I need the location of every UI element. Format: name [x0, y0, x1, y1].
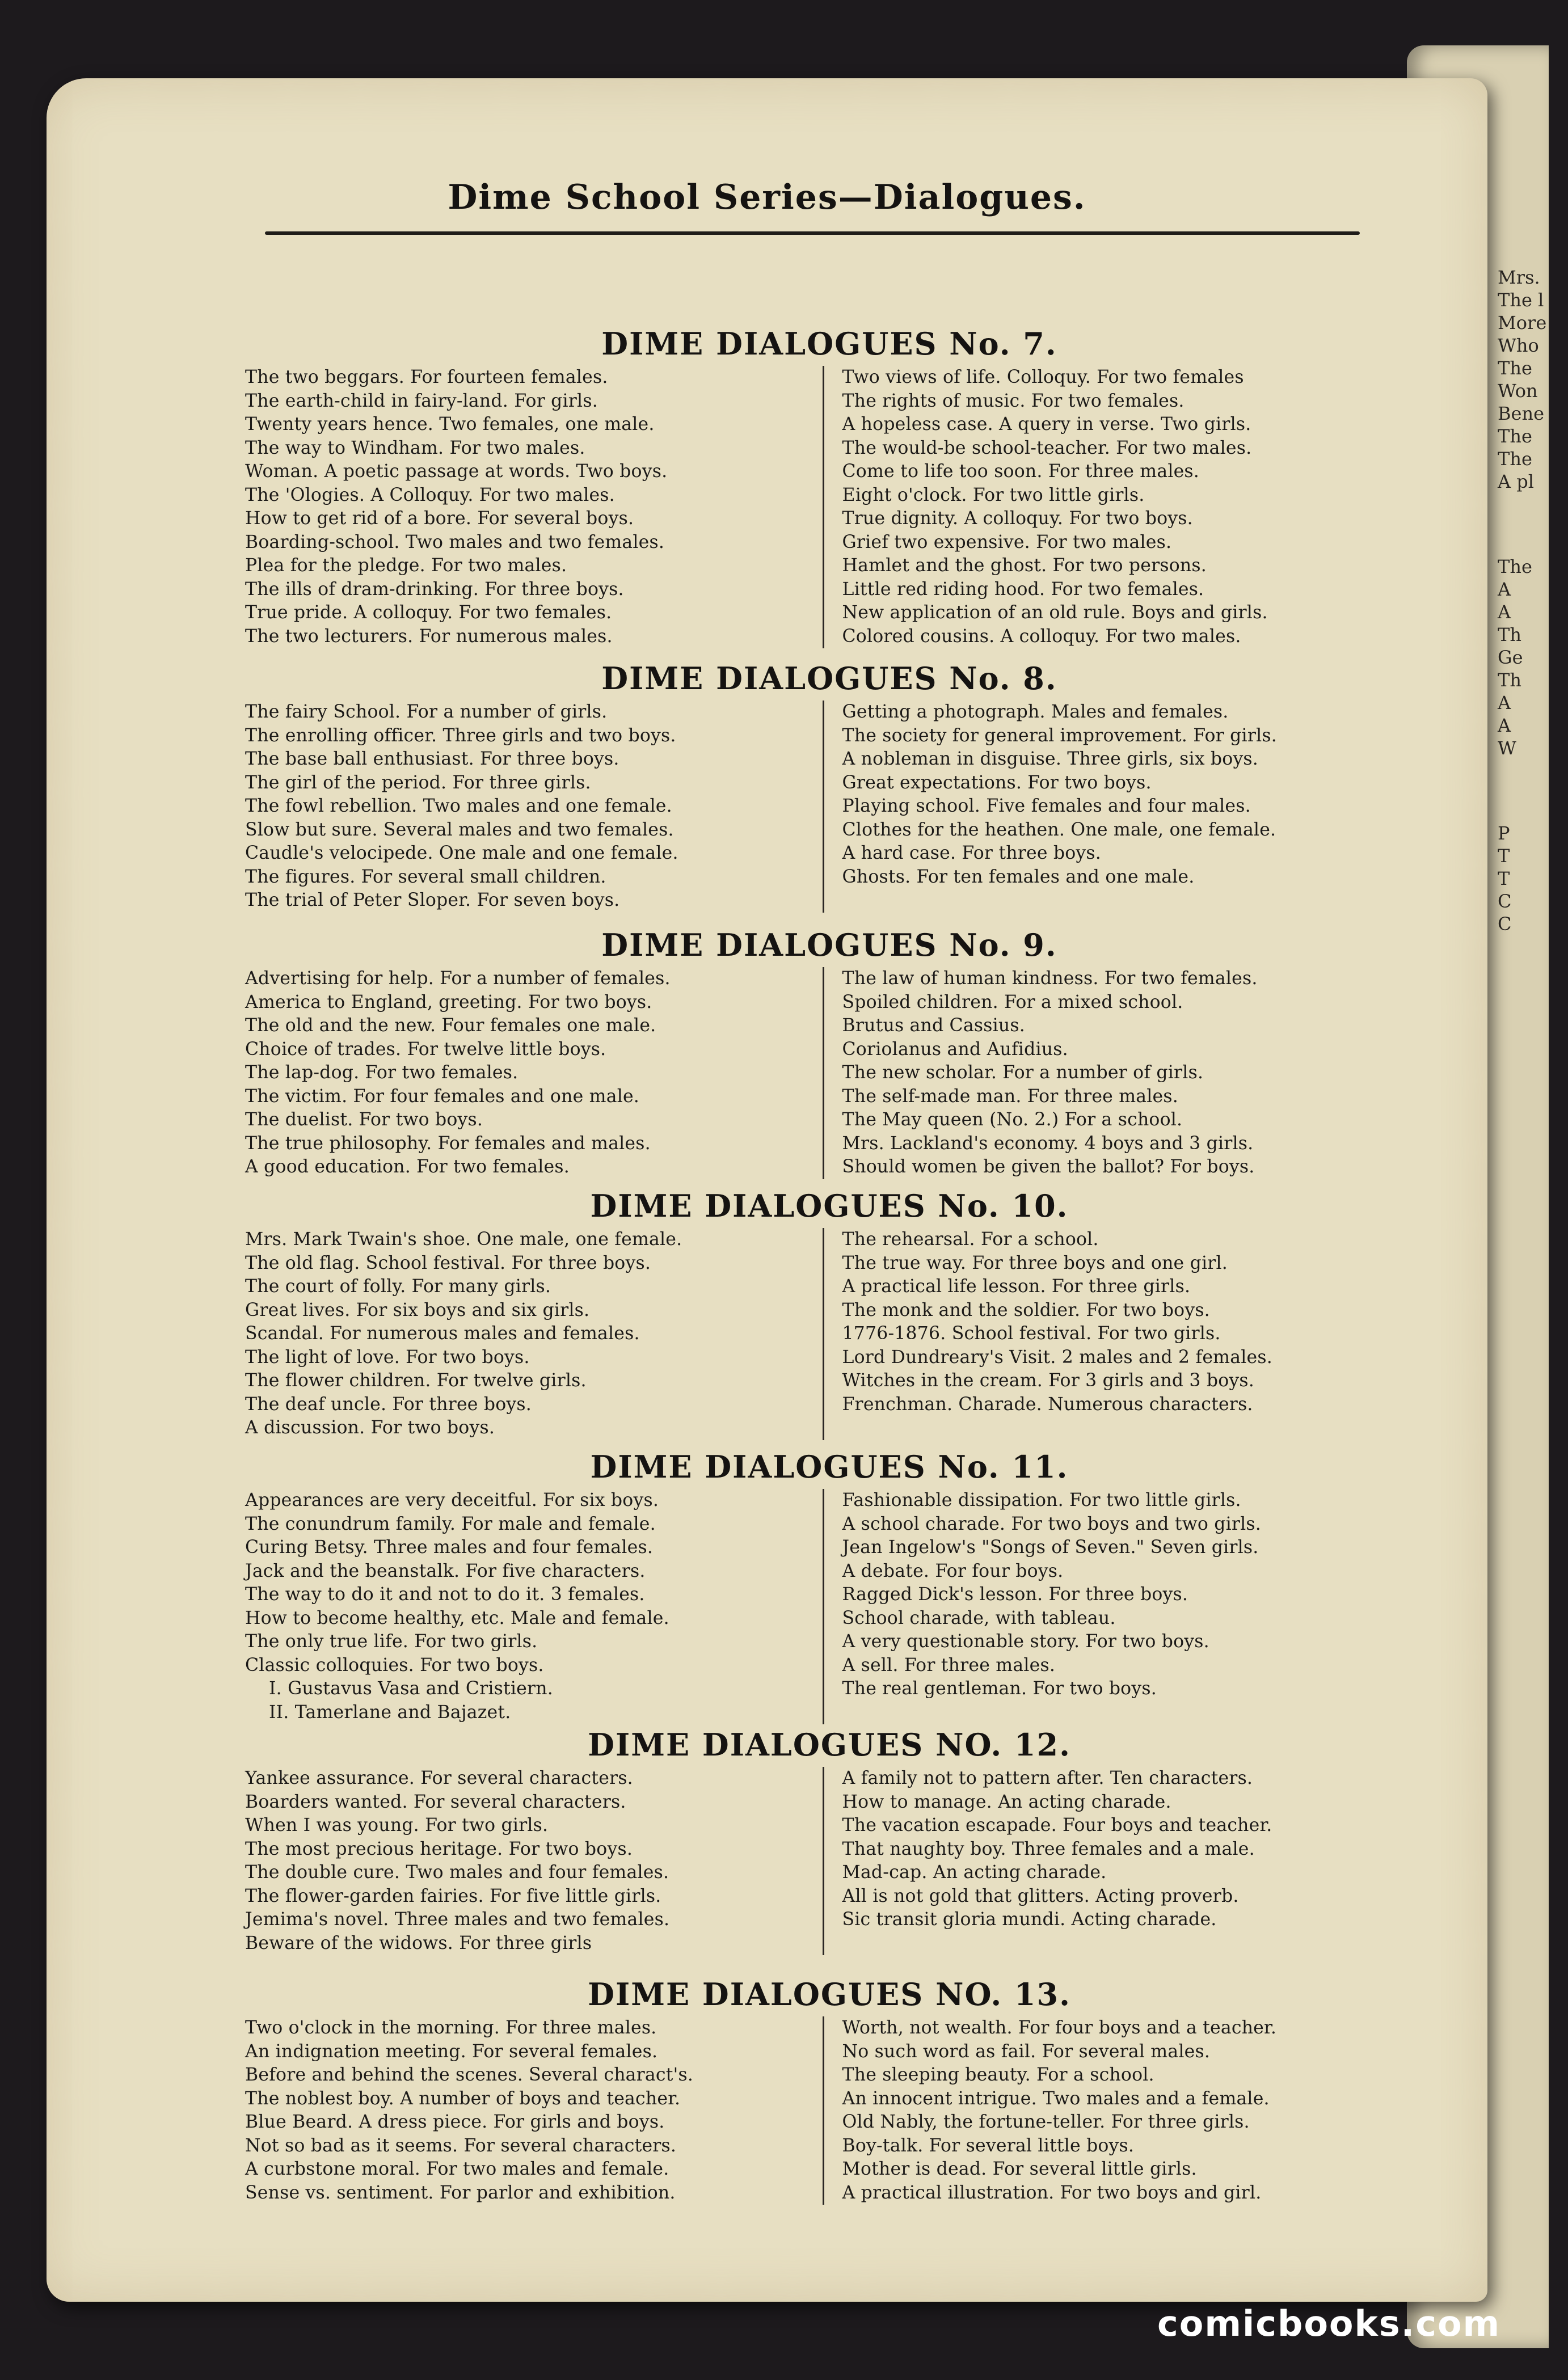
left-column: [245, 1489, 823, 1724]
dialogue-entry: New application of an old rule. Boys and girls.: [842, 602, 1268, 623]
dialogue-entry: Sic transit gloria mundi. Acting charade.: [842, 1909, 1217, 1930]
dialogue-entry: The deaf uncle. For three boys.: [245, 1394, 532, 1415]
dialogue-section: [245, 926, 1414, 1179]
dialogue-entry: Beware of the widows. For three girls: [245, 1932, 592, 1953]
dialogue-entry: Two o'clock in the morning. For three males.: [245, 2018, 657, 2038]
dialogue-entry: Ghosts. For ten females and one male.: [842, 866, 1195, 887]
right-column: [823, 1228, 1414, 1440]
dialogue-entry: Witches in the cream. For 3 girls and 3 boys.: [842, 1370, 1254, 1391]
dialogue-entry: The real gentleman. For two boys.: [842, 1678, 1157, 1699]
section-columns: [245, 1489, 1414, 1724]
dialogue-entry: Brutus and Cassius.: [842, 1015, 1025, 1036]
dialogue-entry: Yankee assurance. For several characters.: [245, 1768, 633, 1788]
dialogue-entry: A hard case. For three boys.: [842, 843, 1101, 863]
adjacent-page-text: Bene: [1498, 403, 1544, 424]
adjacent-page-text: P: [1498, 822, 1510, 844]
adjacent-page-text: T: [1498, 845, 1510, 867]
section-columns: [245, 2016, 1414, 2205]
adjacent-page-text: Who: [1498, 335, 1539, 356]
dialogue-entry: Woman. A poetic passage at words. Two boys.: [245, 461, 668, 482]
dialogue-entry: The true way. For three boys and one girl.: [842, 1252, 1228, 1273]
right-column: [823, 2016, 1414, 2205]
dialogue-entry: Ragged Dick's lesson. For three boys.: [842, 1584, 1188, 1605]
left-column: [245, 967, 823, 1179]
dialogue-entry: When I was young. For two girls.: [245, 1815, 549, 1835]
dialogue-entry: How to manage. An acting charade.: [842, 1791, 1171, 1812]
section-title: DIME DIALOGUES No. 8.: [601, 660, 1057, 697]
dialogue-entry: The new scholar. For a number of girls.: [842, 1062, 1204, 1083]
adjacent-page-text: The: [1498, 556, 1532, 577]
dialogue-entry: Advertising for help. For a number of females.: [245, 968, 671, 989]
adjacent-page-text: Won: [1498, 380, 1538, 402]
dialogue-entry: The ills of dram-drinking. For three boys.: [245, 579, 624, 600]
dialogue-entry: Mad-cap. An acting charade.: [842, 1862, 1107, 1883]
dialogue-entry: A discussion. For two boys.: [245, 1417, 495, 1438]
adjacent-page-text: The: [1498, 357, 1532, 379]
dialogue-entry: Frenchman. Charade. Numerous characters.: [842, 1394, 1253, 1415]
dialogue-entry: School charade, with tableau.: [842, 1607, 1116, 1628]
left-column: [245, 1228, 823, 1440]
dialogue-entry: The figures. For several small children.: [245, 866, 606, 887]
dialogue-entry: The flower children. For twelve girls.: [245, 1370, 587, 1391]
dialogue-entry: The duelist. For two boys.: [245, 1109, 483, 1130]
dialogue-entry: The lap-dog. For two females.: [245, 1062, 519, 1083]
section-title: DIME DIALOGUES NO. 12.: [588, 1727, 1071, 1763]
dialogue-entry: The law of human kindness. For two females.: [842, 968, 1258, 989]
dialogue-entry: Grief two expensive. For two males.: [842, 531, 1172, 552]
dialogue-entry: The victim. For four females and one male.: [245, 1086, 640, 1107]
dialogue-entry: The old flag. School festival. For three boys.: [245, 1252, 651, 1273]
dialogue-section: [245, 1187, 1414, 1440]
dialogue-entry: The way to do it and not to do it. 3 females.: [245, 1584, 645, 1605]
dialogue-entry: Should women be given the ballot? For boys.: [842, 1157, 1255, 1177]
right-column: [823, 366, 1414, 648]
adjacent-page-text: A: [1498, 715, 1511, 736]
dialogue-entry: Clothes for the heathen. One male, one female.: [842, 819, 1276, 840]
dialogue-entry: Playing school. Five females and four males.: [842, 796, 1251, 816]
dialogue-entry: Hamlet and the ghost. For two persons.: [842, 555, 1207, 576]
dialogue-entry: The light of love. For two boys.: [245, 1347, 530, 1368]
adjacent-page-text: Ge: [1498, 647, 1523, 668]
dialogue-entry: The two lecturers. For numerous males.: [245, 626, 613, 647]
dialogue-entry: Plea for the pledge. For two males.: [245, 555, 567, 576]
dialogue-entry: An indignation meeting. For several females.: [245, 2041, 658, 2062]
adjacent-page-text: The: [1498, 425, 1532, 447]
dialogue-entry: A sell. For three males.: [842, 1655, 1056, 1676]
dialogue-entry: Boarding-school. Two males and two females.: [245, 531, 665, 552]
dialogue-section: [245, 325, 1414, 648]
dialogue-entry: True pride. A colloquy. For two females.: [245, 602, 612, 623]
dialogue-entry: The rights of music. For two females.: [842, 390, 1185, 411]
adjacent-page-text: C: [1498, 891, 1512, 912]
adjacent-page-text: The: [1498, 448, 1532, 470]
dialogue-entry: Mother is dead. For several little girls.: [842, 2159, 1197, 2179]
dialogue-entry: A school charade. For two boys and two girls.: [842, 1513, 1262, 1534]
dialogue-section: [245, 1976, 1414, 2205]
dialogue-entry: All is not gold that glitters. Acting proverb.: [842, 1885, 1239, 1906]
dialogue-entry: The two beggars. For fourteen females.: [245, 367, 608, 387]
dialogue-entry: Lord Dundreary's Visit. 2 males and 2 females.: [842, 1347, 1272, 1368]
dialogue-entry: The 'Ologies. A Colloquy. For two males.: [245, 484, 615, 505]
left-column: [245, 1767, 823, 1955]
dialogue-entry: Before and behind the scenes. Several charact's.: [245, 2065, 694, 2085]
adjacent-page-text: A: [1498, 692, 1511, 714]
dialogue-entry: Sense vs. sentiment. For parlor and exhibition.: [245, 2182, 676, 2203]
dialogue-entry: Great expectations. For two boys.: [842, 772, 1152, 793]
dialogue-entry: Blue Beard. A dress piece. For girls and boys.: [245, 2112, 665, 2132]
dialogue-entry: Great lives. For six boys and six girls.: [245, 1299, 590, 1320]
left-column: [245, 701, 823, 913]
adjacent-page-text: C: [1498, 913, 1512, 935]
dialogue-entry: The self-made man. For three males.: [842, 1086, 1178, 1107]
section-title: DIME DIALOGUES No. 10.: [590, 1188, 1069, 1224]
dialogue-entry: The girl of the period. For three girls.: [245, 772, 591, 793]
dialogue-entry: The only true life. For two girls.: [245, 1631, 538, 1652]
dialogue-entry: True dignity. A colloquy. For two boys.: [842, 508, 1193, 529]
dialogue-entry: The way to Windham. For two males.: [245, 437, 585, 458]
dialogue-entry: Mrs. Lackland's economy. 4 boys and 3 girls.: [842, 1133, 1254, 1154]
dialogue-entry: Coriolanus and Aufidius.: [842, 1039, 1068, 1060]
dialogue-entry: No such word as fail. For several males.: [842, 2041, 1211, 2062]
dialogue-entry: The fowl rebellion. Two males and one female.: [245, 796, 672, 816]
dialogue-entry: Caudle's velocipede. One male and one female.: [245, 843, 678, 863]
adjacent-page-text: Mrs.: [1498, 267, 1540, 288]
right-column: [823, 1767, 1414, 1955]
dialogue-entry: The enrolling officer. Three girls and two boys.: [245, 725, 676, 746]
section-title: DIME DIALOGUES No. 7.: [601, 326, 1057, 362]
catalog-page: [47, 78, 1487, 2302]
adjacent-page-text: The l: [1498, 289, 1544, 311]
dialogue-entry: Boarders wanted. For several characters.: [245, 1791, 626, 1812]
dialogue-entry: Jack and the beanstalk. For five characters.: [245, 1560, 646, 1581]
dialogue-section: [245, 1726, 1414, 1955]
dialogue-entry: A practical illustration. For two boys and girl.: [842, 2182, 1262, 2203]
right-column: [823, 967, 1414, 1179]
dialogue-entry: The conundrum family. For male and female.: [245, 1513, 656, 1534]
dialogue-entry: The true philosophy. For females and males.: [245, 1133, 651, 1154]
dialogue-entry: The flower-garden fairies. For five little girls.: [245, 1885, 661, 1906]
dialogue-entry: Spoiled children. For a mixed school.: [842, 991, 1183, 1012]
dialogue-entry: The fairy School. For a number of girls.: [245, 702, 608, 722]
dialogue-entry: Twenty years hence. Two females, one male.: [245, 414, 655, 434]
dialogue-entry: The trial of Peter Sloper. For seven boys.: [245, 890, 620, 910]
dialogue-entry: 1776-1876. School festival. For two girls.: [842, 1323, 1221, 1344]
dialogue-entry: Choice of trades. For twelve little boys.: [245, 1039, 606, 1060]
dialogue-entry: The base ball enthusiast. For three boys.: [245, 749, 619, 769]
site-watermark: comicbooks.com: [1157, 2303, 1501, 2344]
dialogue-entry: I. Gustavus Vasa and Cristiern.: [269, 1678, 553, 1699]
dialogue-entry: The society for general improvement. For girls.: [842, 725, 1277, 746]
dialogue-entry: A very questionable story. For two boys.: [842, 1631, 1209, 1652]
right-column: [823, 701, 1414, 913]
adjacent-page-text: Th: [1498, 624, 1521, 645]
adjacent-page-text: Th: [1498, 669, 1521, 691]
dialogue-section: [245, 1448, 1414, 1724]
section-columns: [245, 1228, 1414, 1440]
adjacent-page-text: A: [1498, 579, 1511, 600]
dialogue-entry: Getting a photograph. Males and females.: [842, 702, 1229, 722]
dialogue-entry: Curing Betsy. Three males and four females.: [245, 1537, 654, 1558]
dialogue-entry: A curbstone moral. For two males and female.: [245, 2159, 669, 2179]
dialogue-entry: The monk and the soldier. For two boys.: [842, 1299, 1210, 1320]
section-title: DIME DIALOGUES No. 11.: [590, 1449, 1069, 1485]
right-column: [823, 1489, 1414, 1724]
dialogue-entry: America to England, greeting. For two boys.: [245, 991, 652, 1012]
dialogue-entry: Jean Ingelow's "Songs of Seven." Seven girls.: [842, 1537, 1259, 1558]
dialogue-entry: II. Tamerlane and Bajazet.: [269, 1702, 511, 1723]
adjacent-page-text: A: [1498, 601, 1511, 623]
dialogue-entry: Classic colloquies. For two boys.: [245, 1655, 544, 1676]
dialogue-entry: Jemima's novel. Three males and two females.: [245, 1909, 670, 1930]
dialogue-entry: The would-be school-teacher. For two males.: [842, 437, 1252, 458]
dialogue-entry: Mrs. Mark Twain's shoe. One male, one female.: [245, 1229, 682, 1250]
section-columns: [245, 967, 1414, 1179]
section-columns: [245, 1767, 1414, 1955]
dialogue-entry: The May queen (No. 2.) For a school.: [842, 1109, 1183, 1130]
dialogue-entry: The noblest boy. A number of boys and teacher.: [245, 2088, 681, 2109]
dialogue-entry: Colored cousins. A colloquy. For two males.: [842, 626, 1241, 647]
dialogue-entry: Fashionable dissipation. For two little girls.: [842, 1490, 1241, 1510]
dialogue-section: [245, 660, 1414, 913]
left-column: [245, 2016, 823, 2205]
dialogue-entry: The rehearsal. For a school.: [842, 1229, 1099, 1250]
dialogue-entry: The court of folly. For many girls.: [245, 1276, 551, 1297]
dialogue-entry: An innocent intrigue. Two males and a female.: [842, 2088, 1270, 2109]
dialogue-entry: Appearances are very deceitful. For six boys.: [245, 1490, 659, 1510]
section-title: DIME DIALOGUES No. 9.: [601, 927, 1057, 963]
dialogue-entry: How to get rid of a bore. For several boys.: [245, 508, 634, 529]
dialogue-entry: That naughty boy. Three females and a male.: [842, 1838, 1255, 1859]
dialogue-entry: Come to life too soon. For three males.: [842, 461, 1200, 482]
dialogue-entry: How to become healthy, etc. Male and female.: [245, 1607, 669, 1628]
dialogue-entry: Two views of life. Colloquy. For two females: [842, 367, 1244, 387]
header-rule: [265, 231, 1360, 235]
dialogue-entry: A hopeless case. A query in verse. Two girls.: [842, 414, 1251, 434]
dialogue-entry: Not so bad as it seems. For several characters.: [245, 2135, 677, 2156]
dialogue-entry: A practical life lesson. For three girls.: [842, 1276, 1191, 1297]
dialogue-entry: Little red riding hood. For two females.: [842, 579, 1204, 600]
dialogue-entry: Worth, not wealth. For four boys and a teacher.: [842, 2018, 1277, 2038]
left-column: [245, 366, 823, 648]
adjacent-page-text: W: [1498, 737, 1516, 759]
dialogue-entry: A family not to pattern after. Ten characters.: [842, 1768, 1253, 1788]
adjacent-page-text: T: [1498, 868, 1510, 889]
section-columns: [245, 366, 1414, 648]
adjacent-page-text: A pl: [1498, 471, 1534, 492]
dialogue-entry: The most precious heritage. For two boys.: [245, 1838, 633, 1859]
page-header: Dime School Series—Dialogues.: [448, 178, 1086, 217]
dialogue-entry: The vacation escapade. Four boys and teacher.: [842, 1815, 1272, 1835]
dialogue-entry: Old Nably, the fortune-teller. For three girls.: [842, 2112, 1250, 2132]
dialogue-entry: The double cure. Two males and four females.: [245, 1862, 669, 1883]
dialogue-entry: Boy-talk. For several little boys.: [842, 2135, 1135, 2156]
dialogue-entry: The sleeping beauty. For a school.: [842, 2065, 1154, 2085]
dialogue-entry: A nobleman in disguise. Three girls, six boys.: [842, 749, 1259, 769]
section-columns: [245, 701, 1414, 913]
dialogue-entry: Slow but sure. Several males and two females.: [245, 819, 674, 840]
section-title: DIME DIALOGUES NO. 13.: [588, 1976, 1071, 2012]
adjacent-page-text: More: [1498, 312, 1547, 334]
dialogue-entry: A debate. For four boys.: [842, 1560, 1064, 1581]
dialogue-entry: A good education. For two females.: [245, 1157, 570, 1177]
dialogue-entry: The earth-child in fairy-land. For girls.: [245, 390, 598, 411]
dialogue-entry: Eight o'clock. For two little girls.: [842, 484, 1145, 505]
dialogue-entry: Scandal. For numerous males and females.: [245, 1323, 640, 1344]
dialogue-entry: The old and the new. Four females one male.: [245, 1015, 656, 1036]
